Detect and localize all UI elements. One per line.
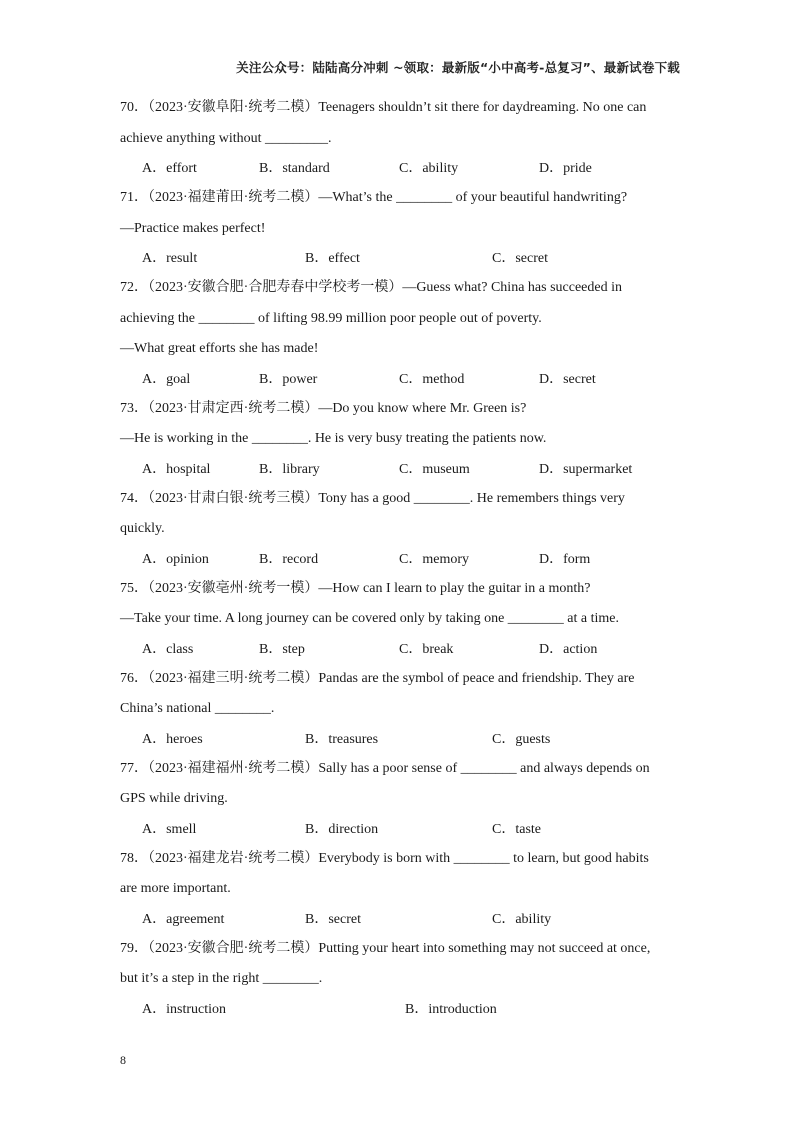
question-76 [120, 664, 680, 754]
option-b: B．secret [305, 911, 361, 927]
question-78 [120, 844, 680, 934]
option-c: C．method [399, 371, 465, 387]
options-row [120, 815, 680, 844]
question-line: quickly. [120, 521, 165, 536]
options-row [120, 244, 680, 273]
option-c: C．ability [399, 161, 459, 176]
question-line: but it’s a step in the right ________. [120, 971, 323, 986]
question-list [120, 93, 680, 1024]
option-a: A．agreement [142, 911, 225, 927]
question-line: are more important. [120, 881, 231, 896]
question-line: China’s national ________. [120, 701, 275, 716]
option-a: A．heroes [142, 731, 203, 747]
option-a: A．class [142, 641, 194, 657]
option-a: A．instruction [142, 1001, 226, 1017]
option-d: D．action [539, 641, 598, 657]
option-d: D．secret [539, 371, 596, 387]
option-d: D．supermarket [539, 461, 633, 477]
options-row [120, 635, 680, 664]
question-line: 75．（2023·安徽亳州·统考一模）—How can I learn to play the guitar in a month? [120, 580, 591, 596]
option-d: D．form [539, 551, 591, 567]
option-c: C．secret [492, 251, 548, 266]
question-71 [120, 183, 680, 273]
option-a: A．result [142, 251, 198, 266]
question-line: 77．（2023·福建福州·统考二模）Sally has a poor sense of ________ and always depends on [120, 760, 650, 776]
question-line: —Practice makes perfect! [120, 220, 266, 236]
question-70 [120, 93, 680, 183]
question-line: —He is working in the ________. He is very busy treating the patients now. [120, 431, 547, 446]
options-row [120, 154, 680, 183]
question-73 [120, 394, 680, 484]
question-74 [120, 484, 680, 574]
option-b: B．effect [305, 251, 360, 266]
option-c: C．museum [399, 461, 470, 477]
page-number: 8 [120, 1053, 126, 1067]
options-row [120, 905, 680, 934]
options-row [120, 455, 680, 484]
header-note: 关注公众号：陆陆高分冲刺 ~领取：最新版“小中高考-总复习”、最新试卷下载 [236, 60, 680, 75]
option-b: B．power [259, 371, 318, 387]
question-line: 72．（2023·安徽合肥·合肥寿春中学校考一模）—Guess what? China has succeeded in [120, 280, 622, 295]
question-79 [120, 934, 680, 1024]
question-75 [120, 574, 680, 664]
option-b: B．record [259, 551, 319, 567]
question-line: 76．（2023·福建三明·统考二模）Pandas are the symbol of peace and friendship. They are [120, 670, 635, 686]
option-b: B．treasures [305, 731, 379, 747]
option-c: C．guests [492, 731, 551, 747]
option-a: A．smell [142, 821, 197, 837]
question-line: —Take your time. A long journey can be covered only by taking one ________ at a time. [120, 611, 620, 626]
question-line: 70．（2023·安徽阜阳·统考二模）Teenagers shouldn’t sit there for daydreaming. No one can [120, 100, 647, 115]
options-row [120, 545, 680, 574]
question-line: achieving the ________ of lifting 98.99 million poor people out of poverty. [120, 310, 542, 326]
option-a: A．goal [142, 371, 191, 387]
option-a: A．hospital [142, 461, 211, 477]
options-row [120, 725, 680, 754]
options-row [120, 365, 680, 394]
option-d: D．pride [539, 161, 592, 176]
question-77 [120, 754, 680, 844]
question-line: 73．（2023·甘肃定西·统考二模）—Do you know where Mr. Green is? [120, 400, 527, 416]
question-line: GPS while driving. [120, 791, 228, 806]
option-a: A．opinion [142, 551, 209, 567]
question-line: 71．（2023·福建莆田·统考二模）—What’s the ________ of your beautiful handwriting? [120, 190, 628, 205]
question-72 [120, 273, 680, 394]
question-line: 79．（2023·安徽合肥·统考二模）Putting your heart into something may not succeed at once, [120, 940, 651, 956]
option-b: B．introduction [405, 1001, 497, 1017]
option-c: C．break [399, 641, 454, 657]
option-c: C．memory [399, 551, 469, 567]
option-b: B．direction [305, 821, 379, 837]
option-b: B．step [259, 641, 305, 657]
question-line: 74．（2023·甘肃白银·统考三模）Tony has a good ________. He remembers things very [120, 490, 625, 506]
question-line: 78．（2023·福建龙岩·统考二模）Everybody is born with ________ to learn, but good habits [120, 850, 649, 866]
option-b: B．standard [259, 161, 330, 176]
question-line: —What great efforts she has made! [120, 341, 319, 356]
question-line: achieve anything without _________. [120, 130, 332, 146]
option-b: B．library [259, 461, 320, 477]
option-c: C．taste [492, 821, 541, 837]
options-row [120, 995, 680, 1024]
option-c: C．ability [492, 911, 552, 927]
option-a: A．effort [142, 161, 197, 176]
